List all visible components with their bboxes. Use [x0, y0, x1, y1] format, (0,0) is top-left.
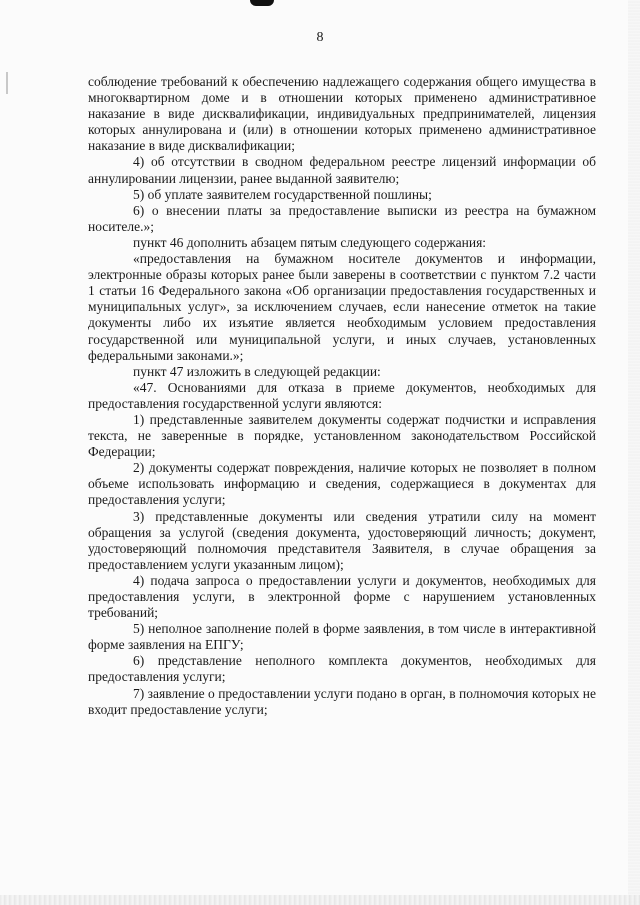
- paragraph-47-item-2: 2) документы содержат повреждения, наличие которых не позволяет в полном объеме использовать информацию и сведения, содержащиеся в документах для предоставления услуги;: [88, 460, 596, 508]
- paragraph-item-5: 5) об уплате заявителем государственной пошлины;: [133, 186, 432, 202]
- paragraph-amend-47: пункт 47 изложить в следующей редакции:: [133, 363, 381, 379]
- page-number: 8: [316, 30, 324, 45]
- paragraph-item-6: 6) о внесении платы за предоставление выписки из реестра на бумажном носителе.»;: [88, 202, 596, 234]
- paragraph-continuation: соблюдение требований к обеспечению надлежащего содержания общего имущества в многоквартирном доме и в отношении которых применено административное наказание в виде дисквалификации, индивидуальных предпринимателей, лицензия которых аннулирована и (или) в отношении которых применено административное наказание в виде дисквалификации;: [88, 74, 596, 154]
- paragraph-item-4: 4) об отсутствии в сводном федеральном реестре лицензий информации об аннулировании лицензии, ранее выданной заявителю;: [88, 154, 596, 186]
- scan-edge-right: [628, 0, 640, 905]
- paragraph-47-item-3: 3) представленные документы или сведения утратили силу на момент обращения за услугой (сведения документа, удостоверяющий личность; документ, удостоверяющий полномочия представителя Заявителя, в случае обращения за предоставлением услуги указанным лицом);: [88, 508, 596, 572]
- paragraph-47-item-5: 5) неполное заполнение полей в форме заявления, в том числе в интерактивной форме заявления на ЕПГУ;: [88, 621, 596, 653]
- binding-mark: [250, 0, 274, 6]
- paragraph-47-intro: «47. Основаниями для отказа в приеме документов, необходимых для предоставления государственной услуги являются:: [88, 379, 596, 411]
- paragraph-amend-46: пункт 46 дополнить абзацем пятым следующего содержания:: [133, 234, 487, 250]
- scan-artifact: [6, 72, 8, 94]
- document-body: [88, 74, 596, 718]
- paragraph-quote-46: «предоставления на бумажном носителе документов и информации, электронные образы которых ранее были заверены в соответствии с пунктом 7.2 части 1 статьи 16 Федерального закона «Об организации предоставления государственных и муниципальных услуг», за исключением случаев, если нанесение отметок на такие документы либо их изъятие является необходимым условием предоставления государственной или муниципальной услуги, и иных случаев, установленных федеральными законами.»;: [88, 251, 596, 363]
- scan-edge-bottom: [0, 895, 640, 905]
- paragraph-47-item-7: 7) заявление о предоставлении услуги подано в орган, в полномочия которых не входит предоставление услуги;: [88, 685, 596, 717]
- paragraph-47-item-4: 4) подача запроса о предоставлении услуги и документов, необходимых для предоставления услуги, в электронной форме с нарушением установленных требований;: [88, 572, 596, 621]
- paragraph-47-item-6: 6) представление неполного комплекта документов, необходимых для предоставления услуги;: [88, 653, 596, 685]
- paragraph-47-item-1: 1) представленные заявителем документы содержат подчистки и исправления текста, не заверенные в порядке, установленном законодательством Российской Федерации;: [88, 411, 596, 460]
